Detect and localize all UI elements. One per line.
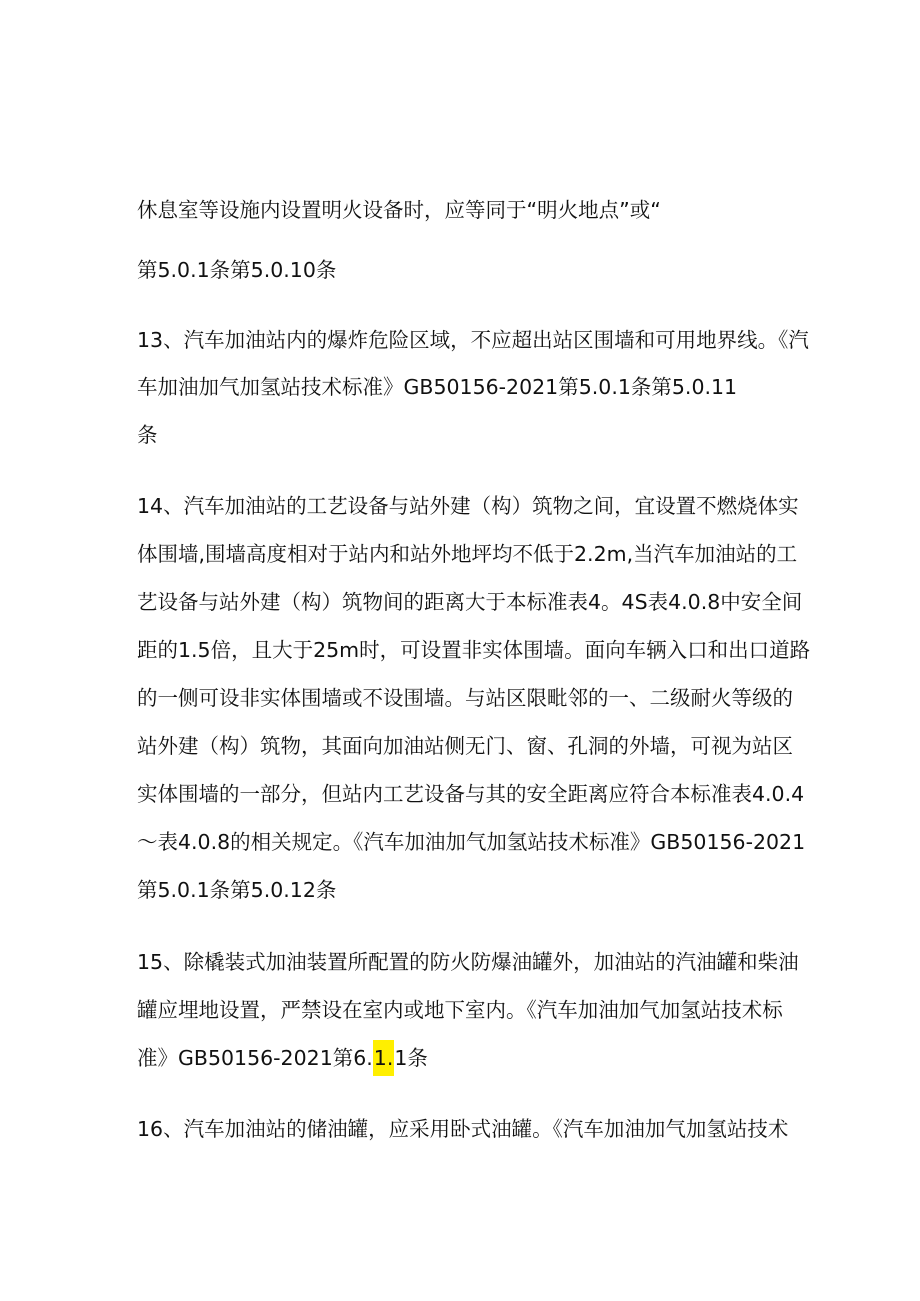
highlighted-text: 1.	[373, 1040, 395, 1076]
item-13-line: 车加油加气加氢站技术标准》GB50156-2021第5.0.1条第5.0.11	[137, 375, 738, 399]
item-14-line: 〜表4.0.8的相关规定。《汽车加油加气加氢站技术标准》GB50156-2021	[137, 830, 806, 854]
item-13-line: 条	[137, 423, 158, 447]
item-16-line: 16、汽车加油站的储油罐，应采用卧式油罐。《汽车加油加气加氢站技术	[137, 1117, 789, 1141]
item-14-line: 艺设备与站外建（构）筑物间的距离大于本标准表4。4S表4.0.8中安全间	[137, 590, 803, 614]
item-15-text: 准》GB50156-2021第6.	[137, 1046, 373, 1070]
item-14-line: 14、汽车加油站的工艺设备与站外建（构）筑物之间，宜设置不燃烧体实	[137, 494, 799, 518]
fragment-line: 休息室等设施内设置明火设备时，应等同于“明火地点”或“	[137, 198, 661, 222]
item-13-line: 13、汽车加油站内的爆炸危险区域，不应超出站区围墙和可用地界线。《汽	[137, 328, 809, 352]
item-14-line: 实体围墙的一部分，但站内工艺设备与其的安全距离应符合本标准表4.0.4	[137, 782, 805, 806]
item-14-line: 体围墙,围墙高度相对于站内和站外地坪均不低于2.2m,当汽车加油站的工	[137, 542, 798, 566]
item-14-line: 距的1.5倍，且大于25m时，可设置非实体围墙。面向车辆入口和出口道路	[137, 638, 811, 662]
item-14-line: 站外建（构）筑物，其面向加油站侧无门、窗、孔洞的外墙，可视为站区	[137, 734, 793, 758]
item-15-line	[137, 1044, 787, 1072]
item-15-text: 1条	[394, 1046, 428, 1070]
item-14-line: 第5.0.1条第5.0.12条	[137, 878, 337, 902]
item-15-line: 15、除橇装式加油装置所配置的防火防爆油罐外，加油站的汽油罐和柴油	[137, 950, 799, 974]
fragment-line: 第5.0.1条第5.0.10条	[137, 258, 337, 282]
item-15-line: 罐应埋地设置，严禁设在室内或地下室内。《汽车加油加气加氢站技术标	[137, 998, 783, 1022]
item-14-line: 的一侧可设非实体围墙或不设围墙。与站区限毗邻的一、二级耐火等级的	[137, 686, 793, 710]
